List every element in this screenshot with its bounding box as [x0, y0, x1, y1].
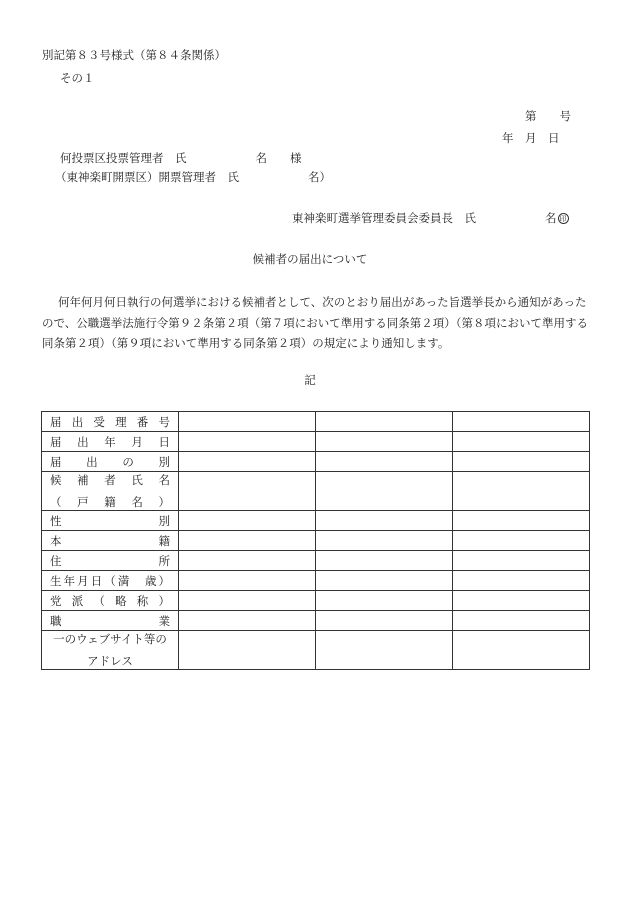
table-cell [316, 412, 453, 432]
table-row [42, 631, 590, 670]
label-text: 届 出 年 月 日 [50, 434, 170, 449]
row-label [42, 412, 179, 432]
table-cell [453, 531, 590, 551]
table-cell [179, 452, 316, 472]
table-row [42, 611, 590, 631]
row-label [42, 472, 179, 511]
label-text: 生 年 月 日 （ 満 歳 ） [50, 573, 170, 588]
label-text: 性 別 [50, 513, 170, 528]
addressee-line-2: （東神楽町開票区）開票管理者 氏 名） [55, 170, 331, 184]
table-cell [179, 611, 316, 631]
table-cell [316, 531, 453, 551]
table-cell [453, 611, 590, 631]
label-text: 職 業 [50, 613, 170, 628]
table-cell [179, 511, 316, 531]
form-number: 別記第８３号様式（第８４条関係） [42, 48, 226, 62]
table-row [42, 571, 590, 591]
table-cell [316, 472, 453, 511]
table-cell [316, 551, 453, 571]
table-cell [453, 551, 590, 571]
table-cell [316, 571, 453, 591]
table-cell [316, 611, 453, 631]
label-text: 届 出 受 理 番 号 [50, 414, 170, 429]
label-text-2: （ 戸 籍 名 ） [50, 495, 170, 509]
table-cell [179, 571, 316, 591]
table-row [42, 591, 590, 611]
document-title: 候補者の届出について [252, 252, 368, 266]
table-row [42, 531, 590, 551]
row-label [42, 452, 179, 472]
label-text-2: アドレス [87, 654, 133, 668]
ki-mark: 記 [304, 373, 316, 387]
table-cell [179, 551, 316, 571]
row-label [42, 531, 179, 551]
reference-number: 第 号 [525, 109, 571, 123]
table-cell [453, 452, 590, 472]
label-text: 党 派 （ 略 称 ） [50, 593, 170, 608]
table-row [42, 511, 590, 531]
label-text: 本 籍 [50, 533, 170, 548]
candidate-table [41, 411, 590, 670]
label-text: 候 補 者 氏 名 [50, 473, 170, 487]
row-label [42, 591, 179, 611]
table-cell [316, 452, 453, 472]
label-text: 一のウェブサイト等の [53, 632, 167, 646]
table-row [42, 472, 590, 511]
table-cell [316, 511, 453, 531]
table-cell [179, 531, 316, 551]
row-label [42, 631, 179, 670]
table-row [42, 412, 590, 432]
label-text: 届 出 の 別 [50, 454, 170, 469]
table-cell [453, 472, 590, 511]
table-cell [453, 631, 590, 670]
table-cell [179, 432, 316, 452]
sub-number: その１ [60, 71, 95, 85]
sender-label: 東神楽町選挙管理委員会委員長 氏 名 [292, 211, 557, 225]
table-row [42, 551, 590, 571]
table-row [42, 452, 590, 472]
reference-date: 年 月 日 [502, 131, 560, 145]
row-label [42, 511, 179, 531]
table-cell [179, 412, 316, 432]
table-cell [453, 571, 590, 591]
table-cell [453, 412, 590, 432]
row-label [42, 432, 179, 452]
table-cell [179, 472, 316, 511]
table-cell [179, 631, 316, 670]
table-cell [316, 631, 453, 670]
table-cell [179, 591, 316, 611]
addressee-line-1: 何投票区投票管理者 氏 名 様 [60, 151, 302, 165]
seal-mark: 印 [559, 215, 567, 223]
label-text: 住 所 [50, 553, 170, 568]
table-cell [453, 432, 590, 452]
table-row [42, 432, 590, 452]
table-cell [316, 432, 453, 452]
table-cell [453, 591, 590, 611]
table-cell [316, 591, 453, 611]
row-label [42, 571, 179, 591]
row-label [42, 611, 179, 631]
table-cell [453, 511, 590, 531]
row-label [42, 551, 179, 571]
sender-line [292, 213, 569, 225]
body-paragraph: 何年何月何日執行の何選挙における候補者として、次のとおり届出があった旨選挙長から通知があったので、公職選挙法施行令第９２条第２項（第７項において準用する同条第２項）（第８項において準用する同条第２項）（第９項において準用する同条第２項）の規定により通知します。 [42, 295, 589, 350]
